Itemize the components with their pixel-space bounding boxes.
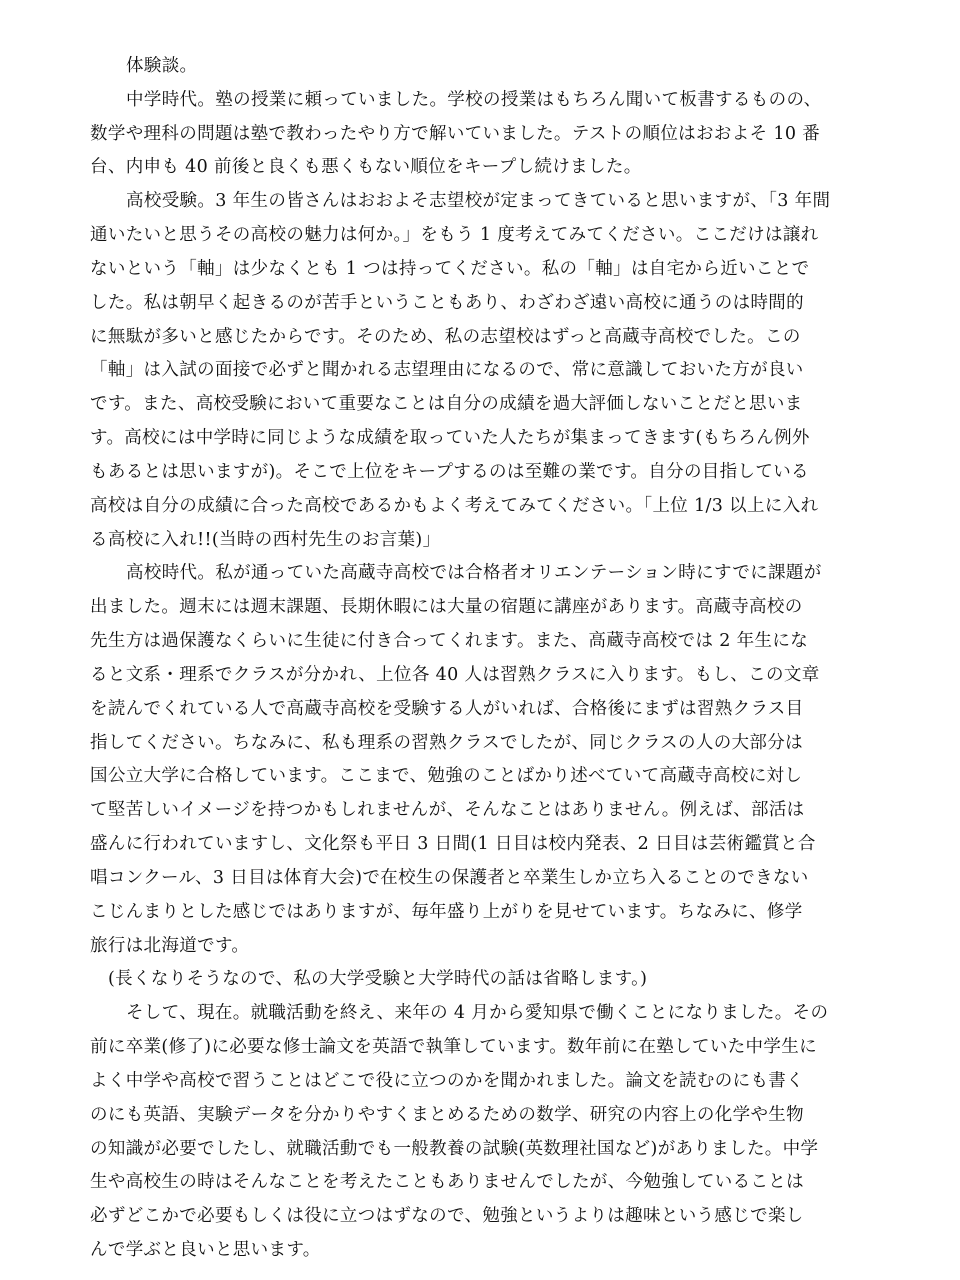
- text-line: した。私は朝早く起きるのが苦手ということもあり、わざわざ遠い高校に通うのは時間的: [90, 292, 804, 313]
- text-line: です。また、高校受験において重要なことは自分の成績を過大評価しないことだと思いま: [90, 394, 803, 415]
- text-line: 指してください。ちなみに、私も理系の習熟クラスでしたが、同じクラスの人の大部分は: [90, 732, 803, 753]
- text-line: 盛んに行われていますし、文化祭も平日 3 日間(1 日目は校内発表、2 日目は芸術鑑賞と合: [90, 834, 816, 855]
- text-line: に無駄が多いと感じたからです。そのため、私の志望校はずっと高蔵寺高校でした。この: [90, 326, 801, 347]
- text-line: そして、現在。就職活動を終え、来年の 4 月から愛知県で働くことになりました。その: [126, 1003, 829, 1024]
- text-line: 通いたいと思うその高校の魅力は何か。」をもう 1 度考えてみてください。ここだけは譲れ: [90, 225, 819, 246]
- text-line: 唱コンクール、3 日目は体育大会)で在校生の保護者と卒業生しか立ち入ることのできない: [90, 867, 809, 888]
- text-line: る高校に入れ!!(当時の西村先生のお言葉)」: [90, 529, 441, 550]
- text-line: ると文系・理系でクラスが分かれ、上位各 40 人は習熟クラスに入ります。もし、この文章: [90, 664, 820, 685]
- text-line: 高校受験。3 年生の皆さんはおおよそ志望校が定まってきていると思いますが、「3 年間: [126, 191, 831, 212]
- text-line: す。高校には中学時に同じような成績を取っていた人たちが集まってきます(もちろん例外: [90, 428, 810, 449]
- text-line: 必ずどこかで必要もしくは役に立つはずなので、勉強というよりは趣味という感じで楽し: [90, 1206, 804, 1227]
- text-line: 数学や理科の問題は塾で教わったやり方で解いていました。テストの順位はおおよそ 10 番: [90, 123, 821, 144]
- text-line: ないという「軸」は少なくとも 1 つは持ってください。私の「軸」は自宅から近いことで: [90, 258, 810, 279]
- text-line: 体験談。: [126, 56, 198, 76]
- text-line: の知識が必要でしたし、就職活動でも一般教養の試験(英数理社国など)がありました。中学: [90, 1138, 819, 1159]
- text-line: んで学ぶと良いと思います。: [90, 1240, 321, 1260]
- text-line: 旅行は北海道です。: [90, 935, 250, 956]
- text-line: こじんまりとした感じではありますが、毎年盛り上がりを見せています。ちなみに、修学: [90, 901, 803, 922]
- text-line: よく中学や高校で習うことはどこで役に立つのかを聞かれました。論文を読むのにも書く: [90, 1070, 804, 1091]
- text-line: を読んでくれている人で高蔵寺高校を受験する人がいれば、合格後にまずは習熟クラス目: [90, 698, 804, 719]
- text-line: 高校時代。私が通っていた高蔵寺高校では合格者オリエンテーション時にすでに課題が: [126, 563, 822, 584]
- text-line: 「軸」は入試の面接で必ずと聞かれる志望理由になるので、常に意識しておいた方が良い: [90, 360, 804, 381]
- text-line: 高校は自分の成績に合った高校であるかもよく考えてみてください。「上位 1/3 以上に入れ: [90, 495, 819, 516]
- text-line: 出ました。週末には週末課題、長期休暇には大量の宿題に講座があります。高蔵寺高校の: [90, 597, 803, 618]
- text-line: 中学時代。塾の授業に頼っていました。学校の授業はもちろん聞いて板書するものの、: [126, 89, 822, 110]
- text-line: 前に卒業(修了)に必要な修士論文を英語で執筆しています。数年前に在塾していた中学生に: [90, 1037, 817, 1058]
- text-line: 生や高校生の時はそんなことを考えたこともありませんでしたが、今勉強していることは: [90, 1172, 804, 1193]
- text-line: 台、内申も 40 前後と良くも悪くもない順位をキープし続けました。: [90, 157, 642, 178]
- text-line: のにも英語、実験データを分かりやすくまとめるための数学、研究の内容上の化学や生物: [90, 1104, 804, 1125]
- text-line: もあるとは思いますが)。そこで上位をキープするのは至難の業です。自分の目指している: [90, 461, 809, 482]
- text-line: (長くなりそうなので、私の大学受験と大学時代の話は省略します。): [108, 969, 648, 990]
- text-line: 先生方は過保護なくらいに生徒に付き合ってくれます。また、高蔵寺高校では 2 年生にな: [90, 631, 809, 652]
- text-line: 国公立大学に合格しています。ここまで、勉強のことばかり述べていて高蔵寺高校に対し: [90, 766, 803, 787]
- text-line: て堅苦しいイメージを持つかもしれませんが、そんなことはありません。例えば、部活は: [90, 800, 805, 821]
